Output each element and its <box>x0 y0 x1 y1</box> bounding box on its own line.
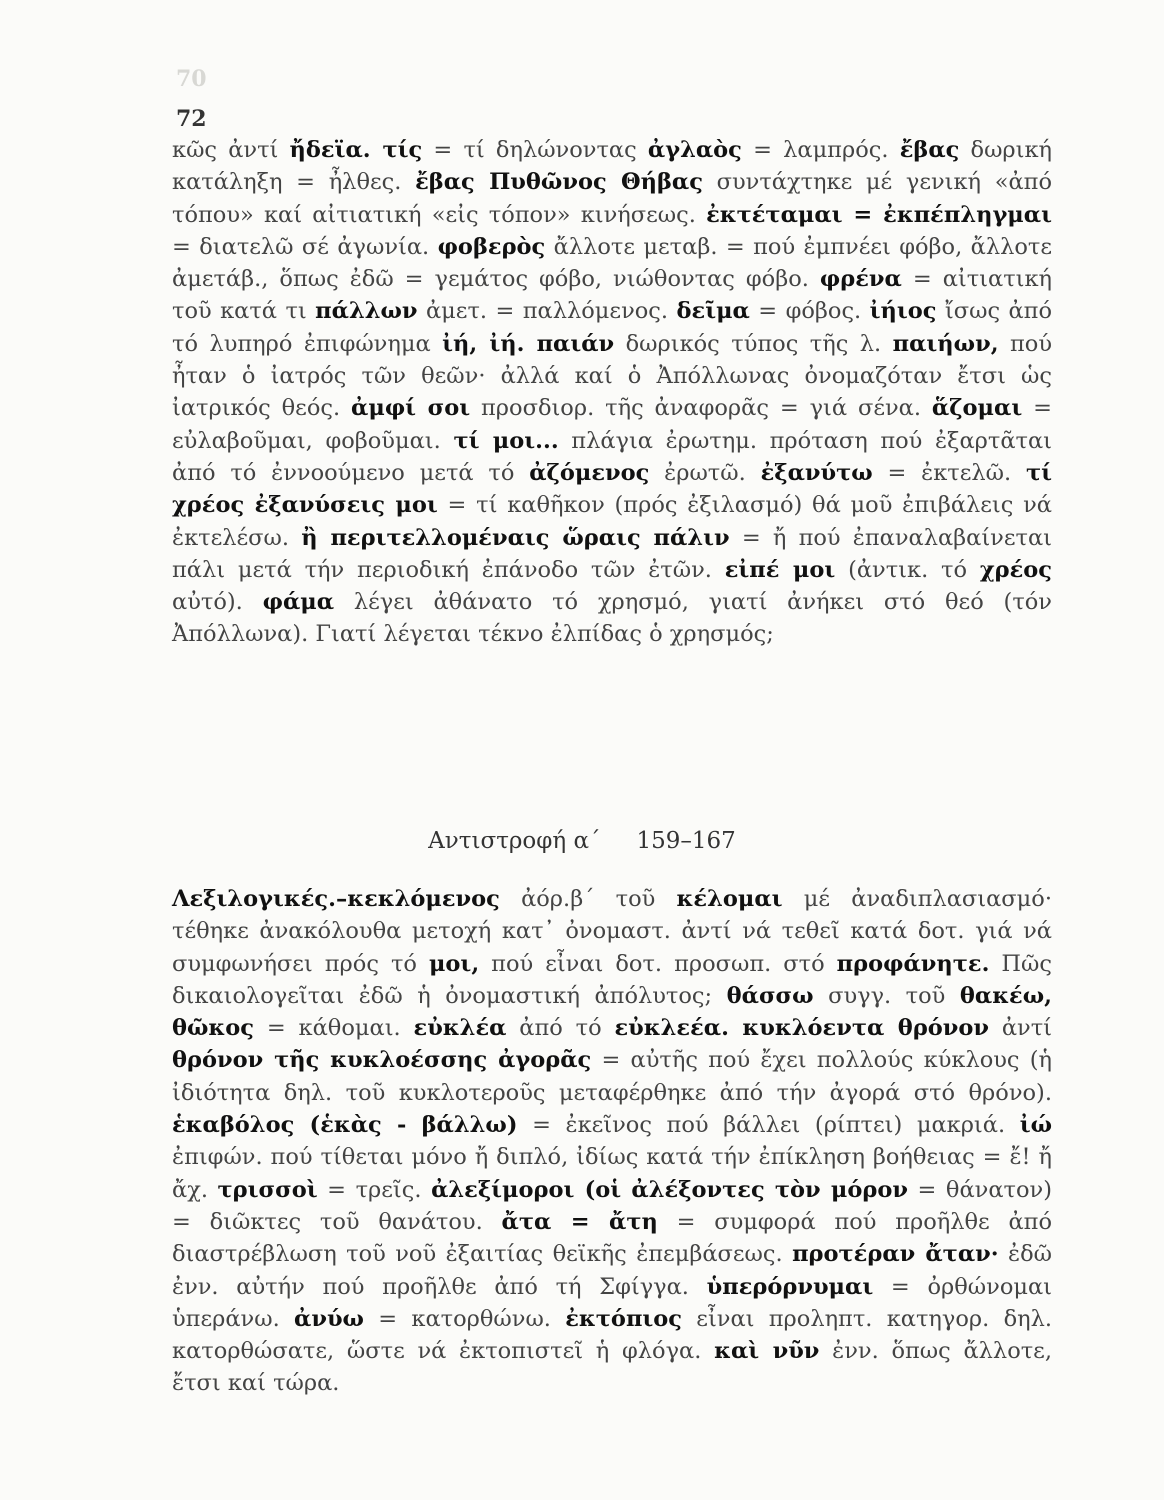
lemma-term: ἰώ <box>1019 1112 1052 1139</box>
lemma-term: τρισσοὶ <box>217 1176 318 1203</box>
lemma-term: προτέραν ἄταν· <box>792 1241 999 1268</box>
commentary-text: εἶναι προληπτ. κατηγορ. δηλ. κατορθώσατε, ὥστε νά ἐκτοπιστεῖ ἡ φλόγα. <box>172 1305 1053 1365</box>
lemma-term: ἐξανύτω <box>760 459 873 486</box>
lemma-term: ἀνύω <box>294 1305 364 1332</box>
commentary-text: = αὐτῆς πού ἔχει πολλούς κύκλους (ἡ ἰδιότητα δηλ. τοῦ κυκλοτεροῦς μεταφέρθηκε ἀπό τήν ἀγορά στό θρόνο). <box>172 1047 1052 1106</box>
commentary-text: = κάθομαι. <box>254 1015 414 1042</box>
lemma-term: τί χρέος ἐξανύσεις μοι <box>172 459 1053 519</box>
lemma-term: ἄτα = ἄτη <box>501 1208 658 1235</box>
commentary-text: κῶς ἀντί <box>172 137 290 163</box>
commentary-text: μέ ἀναδιπλασιασμό· τέθηκε ἀνακόλουθα μετοχή κατ᾽ ὀνομαστ. ἀντί νά τεθεῖ κατά δοτ. γιά νά συμφωνήσει πρός τό <box>172 886 1052 977</box>
lemma-term: δεῖμα <box>676 298 750 325</box>
lemma-term: θακέω, θῶκος <box>172 982 1052 1042</box>
lemma-term: ἐκτέταμαι = ἐκπέπληγμαι <box>706 201 1052 228</box>
section-heading-lines: 159–167 <box>636 828 736 854</box>
commentary-text: = λαμπρός. <box>741 137 900 163</box>
commentary-text: = ἤ πού ἐπαναλαβαίνεται πάλι μετά τήν περιοδική ἐπάνοδο τῶν ἐτῶν. <box>172 524 1052 583</box>
commentary-text: = ὀρθώνομαι ὑπεράνω. <box>172 1273 1053 1332</box>
commentary-text: δωρική κατάληξη = ἦλθες. <box>172 137 1053 196</box>
lemma-term: ἔβας Πυθῶνος Θήβας <box>415 169 703 196</box>
commentary-text: ἀόρ.β΄ τοῦ <box>499 886 677 912</box>
commentary-text: ἐπιφών. πού τίθεται μόνο ἤ διπλό, ἰδίως κατά τήν ἐπίκληση βοήθειας = ἔ! ἤ ἄχ. <box>172 1144 1052 1203</box>
commentary-text: = θάνατον) = διῶκτες τοῦ θανάτου. <box>172 1176 1052 1235</box>
lemma-term: φρένα <box>819 266 902 293</box>
lemma-term: εὐκλέα <box>413 1015 507 1042</box>
commentary-text: = διατελῶ σέ ἀγωνία. <box>172 233 438 260</box>
lemma-term: θάσσω <box>726 982 814 1009</box>
lemma-term: ἀλεξίμοροι (οἱ ἀλέξοντες τὸν μόρον <box>431 1176 908 1203</box>
lemma-term: ἰή, ἰή. παιάν <box>442 330 615 357</box>
commentary-text: = ἐκεῖνος πού βάλλει (ρίπτει) μακριά. <box>517 1112 1020 1139</box>
lemma-term: εἰπέ μοι <box>724 556 836 583</box>
lemma-term: χρέος <box>979 556 1052 583</box>
lemma-term: μοι, <box>428 950 480 977</box>
commentary-text: = τί καθῆκον (πρός ἐξιλασμό) θά μοῦ ἐπιβάλεις νά ἐκτελέσω. <box>172 492 1052 551</box>
commentary-text: συντάχτηκε μέ γενική «ἀπό τόπου» καί αἰτιατική «εἰς τόπον» κινήσεως. <box>172 169 1052 228</box>
lemma-term: ὑπερόρνυμαι <box>706 1273 874 1300</box>
commentary-text: πλάγια ἐρωτημ. πρόταση πού ἐξαρτᾶται ἀπό τό ἐννοούμενο μετά τό <box>172 427 1052 486</box>
commentary-text: ἐδῶ ἐνν. αὐτήν πού προῆλθε ἀπό τή Σφίγγα. <box>172 1241 1052 1300</box>
commentary-text: = αἰτιατική τοῦ κατά τι <box>172 266 1053 325</box>
commentary-text: = εὐλαβοῦμαι, φοβοῦμαι. <box>172 395 1052 454</box>
commentary-text: = ἐκτελῶ. <box>872 459 1026 486</box>
lemma-term: φοβερὸς <box>437 233 546 260</box>
section-heading <box>0 828 1164 854</box>
page-number: 72 <box>176 106 207 132</box>
commentary-text: ἀμετ. = παλλόμενος. <box>417 298 677 325</box>
commentary-text: ἀπό τό <box>506 1015 615 1042</box>
commentary-text: Πῶς δικαιολογεῖται ἐδῶ ἡ ὀνομαστική ἀπόλυτος; <box>172 950 1052 1009</box>
lemma-term: ἐκτόπιος <box>565 1305 683 1332</box>
lemma-term: προφάνητε. <box>836 950 990 977</box>
show-through-page-number: 70 <box>176 66 207 92</box>
lemma-term: ἰήιος <box>869 298 937 325</box>
commentary-text: = φόβος. <box>749 298 870 325</box>
lemma-term: φάμα <box>262 589 335 616</box>
commentary-text: ἐνν. ὅπως ἄλλοτε, ἔτσι καί τώρα. <box>172 1338 1052 1397</box>
section-heading-label: Αντιστροφή α΄ <box>428 828 601 854</box>
lemma-term: Λεξιλογικές.–κεκλόμενος <box>172 886 500 912</box>
commentary-text: προσδιορ. τῆς ἀναφορᾶς = γιά σένα. <box>470 395 932 422</box>
commentary-text: = τί δηλώνοντας <box>422 137 648 163</box>
commentary-text: ἄλλοτε μεταβ. = πού ἐμπνέει φόβο, ἄλλοτε ἀμετάβ., ὅπως ἐδῶ = γεμάτος φόβο, νιώθοντας φόβο. <box>172 233 1052 293</box>
commentary-text: αὐτό). <box>172 589 263 616</box>
commentary-text: (ἀντικ. τό <box>835 556 980 583</box>
lemma-term: ἀμφί σοι <box>351 395 471 422</box>
commentary-text: ἐρωτῶ. <box>649 459 761 486</box>
commentary-paragraph <box>172 134 1052 651</box>
lemma-term: παιήων, <box>892 330 999 357</box>
commentary-text: = συμφορά πού προῆλθε ἀπό διαστρέβλωση τοῦ νοῦ ἐξαιτίας θεϊκῆς ἐπεμβάσεως. <box>172 1208 1052 1268</box>
commentary-text: λέγει ἀθάνατο τό χρησμό, γιατί ἀνήκει στό θεό (τόν Ἀπόλλωνα). Γιατί λέγεται τέκνο ἐλπίδας ὁ χρησμός; <box>172 589 1052 648</box>
commentary-text: δωρικός τύπος τῆς λ. <box>614 330 893 357</box>
lemma-term: ἀζόμενος <box>529 459 650 486</box>
lemma-term: ἀγλαὸς <box>647 137 742 163</box>
lemma-term: ἑκαβόλος (ἑκὰς - βάλλω) <box>172 1112 518 1139</box>
commentary-text: = τρεῖς. <box>317 1176 432 1203</box>
lemma-term: κέλομαι <box>676 886 783 912</box>
lemma-term: ἤδεϊα. τίς <box>289 137 423 163</box>
lemma-term: θρόνον τῆς κυκλοέσσης ἀγορᾶς <box>172 1047 592 1074</box>
commentary-text: ἴσως ἀπό τό λυπηρό ἐπιφώνημα <box>172 298 1053 357</box>
commentary-text: συγγ. τοῦ <box>813 982 960 1009</box>
commentary-text: ἀντί <box>989 1015 1053 1042</box>
lemma-term: ἅζομαι <box>931 395 1023 422</box>
lemma-term: τί μοι... <box>453 427 559 454</box>
lemma-term: ἔβας <box>899 137 960 163</box>
commentary-text: = κατορθώνω. <box>363 1305 566 1332</box>
lemma-term: εὐκλεέα. κυκλόεντα θρόνον <box>614 1015 990 1042</box>
vocabulary-paragraph <box>172 883 1052 1400</box>
commentary-text: πού ἦταν ὁ ἰατρός τῶν θεῶν· ἀλλά καί ὁ Ἀπόλλωνας ὀνομαζόταν ἔτσι ὡς ἰατρικός θεός. <box>172 330 1053 422</box>
lemma-term: καὶ νῦν <box>714 1338 820 1365</box>
lemma-term: πάλλων <box>315 298 418 325</box>
lemma-term: ἢ περιτελλομέναις ὥραις πάλιν <box>301 524 730 551</box>
commentary-text: πού εἶναι δοτ. προσωπ. στό <box>479 950 837 977</box>
